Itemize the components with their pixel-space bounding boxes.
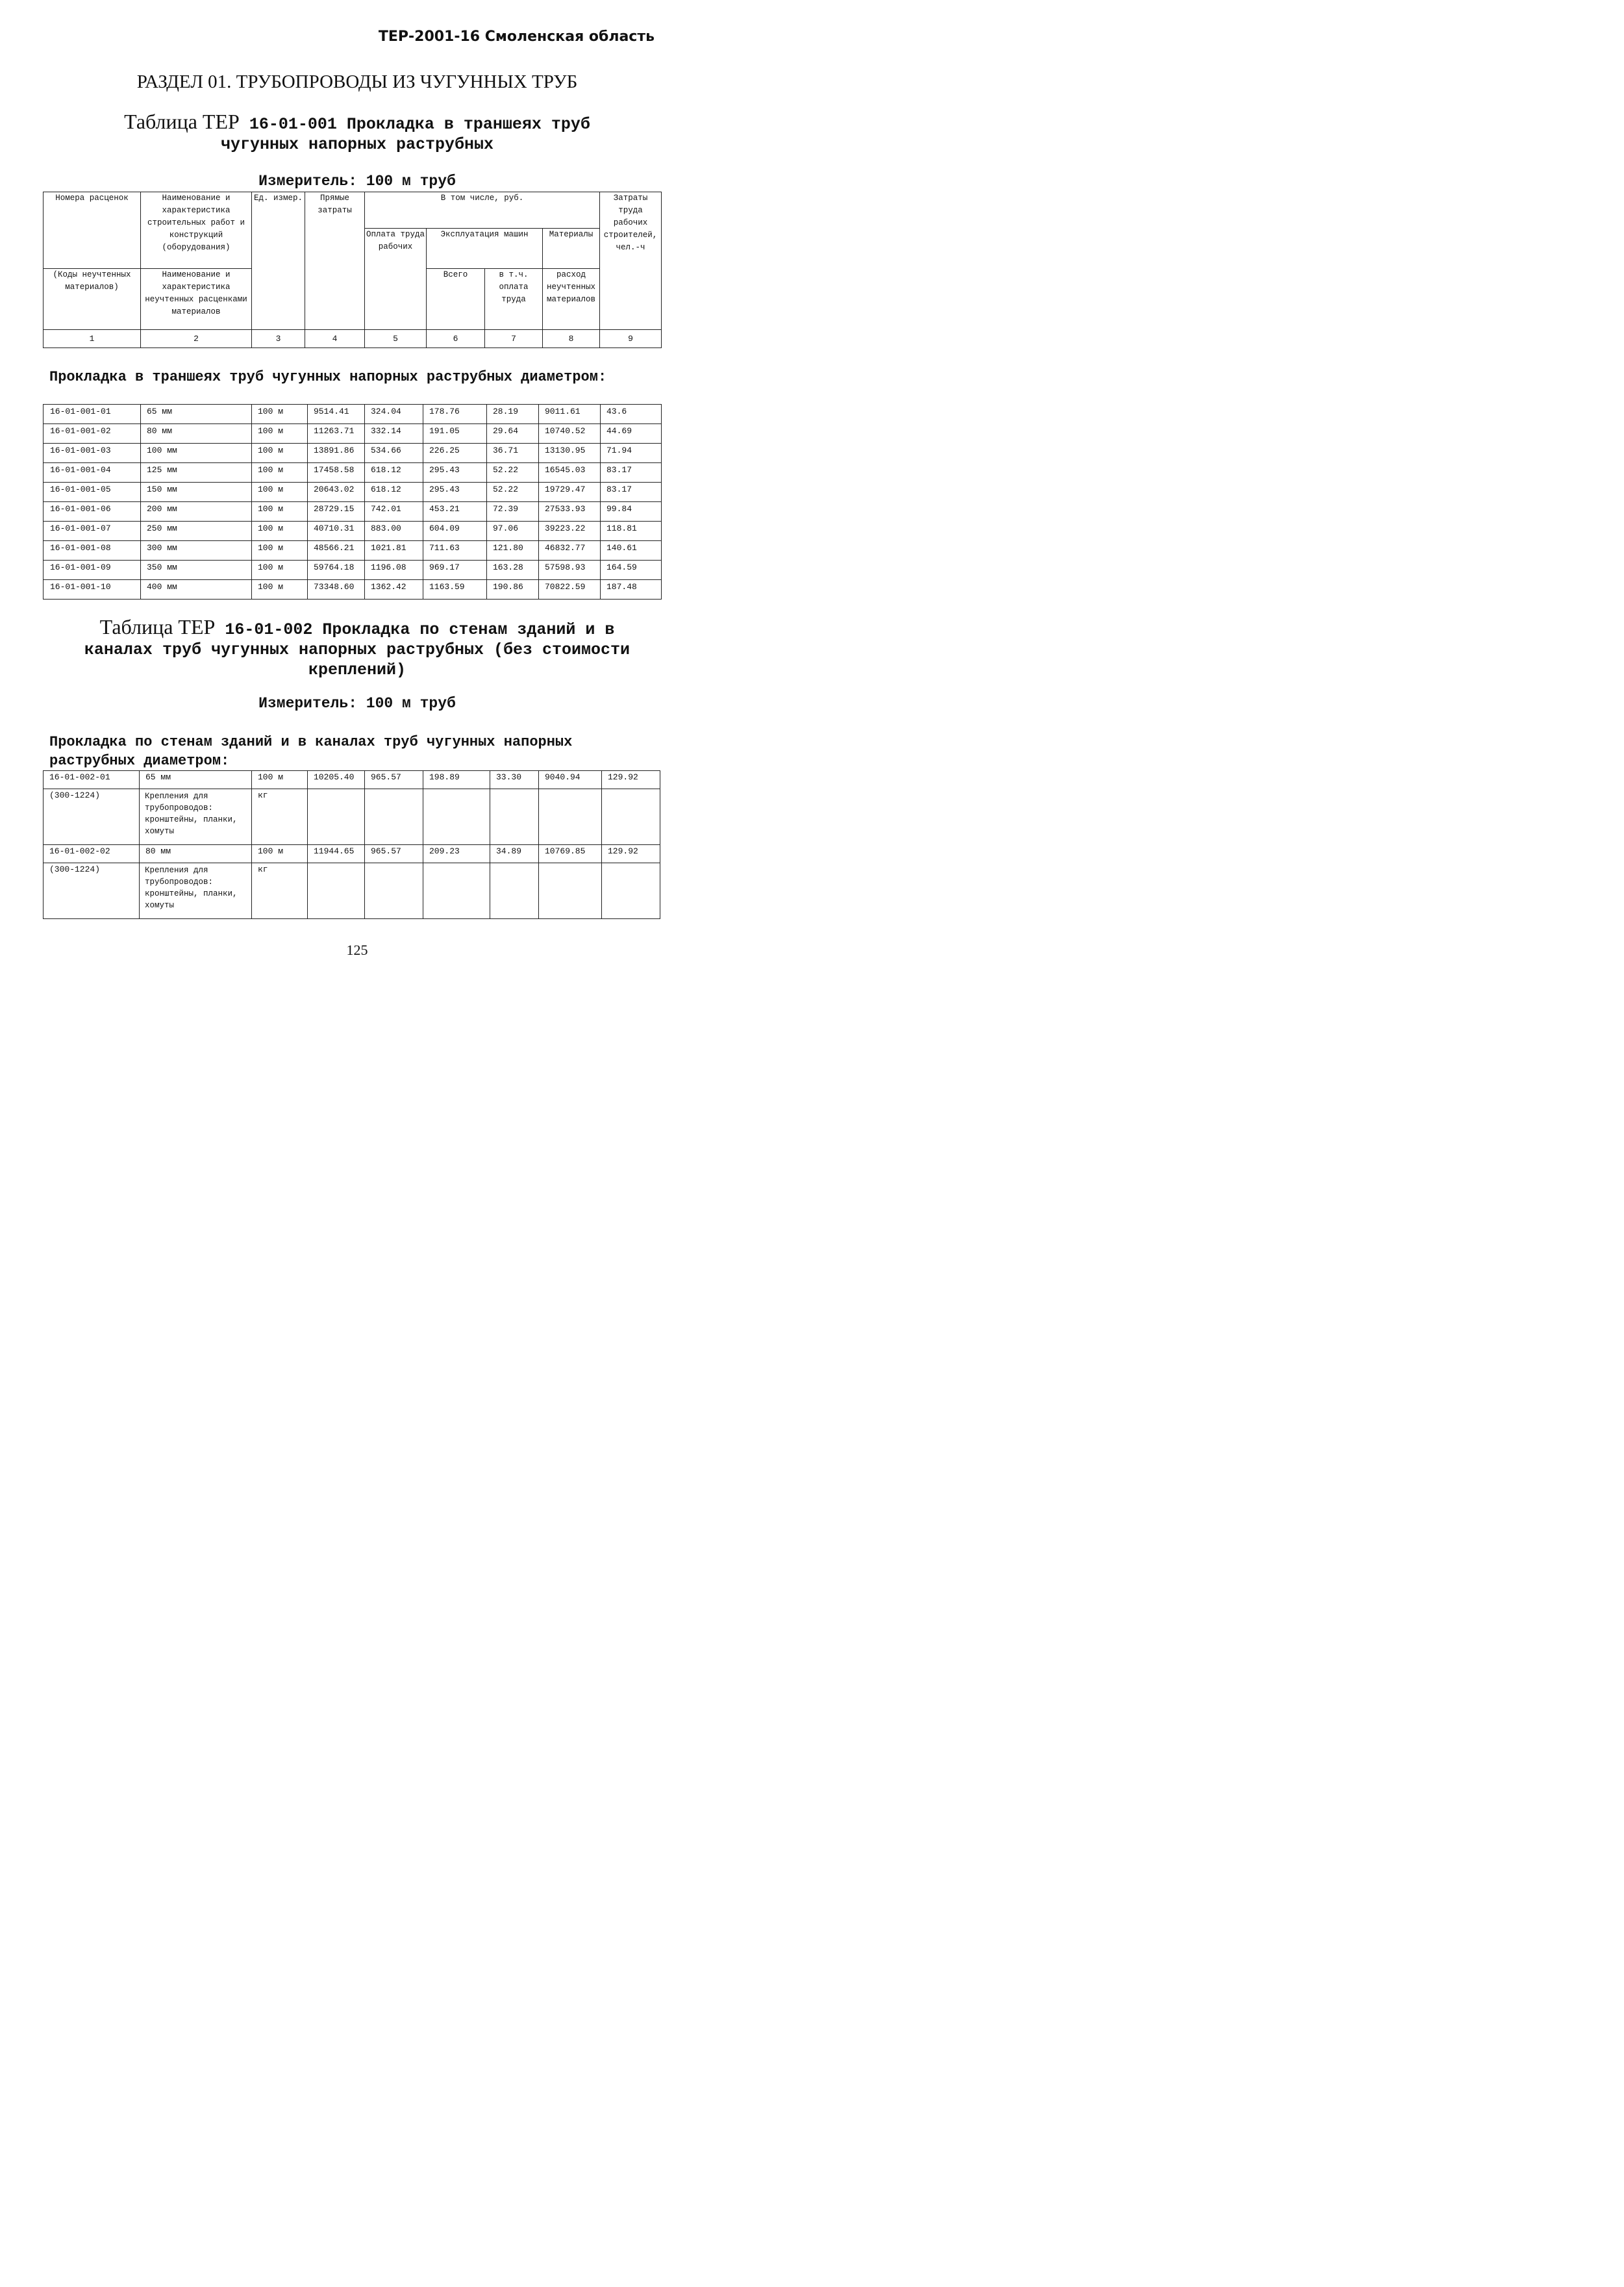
col-header-direct-costs: Прямые затраты	[305, 192, 365, 330]
table1-title	[52, 112, 662, 155]
table-row	[44, 483, 662, 502]
col-header-including: В том числе, руб.	[365, 192, 600, 229]
table1-subhead: Прокладка в траншеях труб чугунных напорных раструбных диаметром:	[49, 369, 607, 385]
table-cell: 150 мм	[141, 483, 252, 502]
table-cell: 100 м	[252, 541, 308, 561]
table-cell	[365, 789, 423, 845]
table-cell: 73348.60	[308, 580, 365, 600]
table-cell: 140.61	[601, 541, 662, 561]
table-row	[44, 541, 662, 561]
table-cell: 13130.95	[539, 444, 601, 463]
table-cell: 43.6	[601, 405, 662, 424]
col-number: 7	[485, 330, 543, 348]
table2-title-lead: Таблица ТЕР	[99, 615, 216, 638]
table-cell: 16-01-001-09	[44, 561, 141, 580]
table1-data	[43, 404, 662, 600]
col-header-material-names: Наименование и характеристика неучтенных расценками материалов	[141, 269, 252, 330]
table-cell: 17458.58	[308, 463, 365, 483]
table-cell	[308, 789, 365, 845]
table-cell: 16-01-001-07	[44, 522, 141, 541]
table2-subhead: Прокладка по стенам зданий и в каналах труб чугунных напорных раструбных диаметром:	[49, 734, 573, 769]
running-title: ТЕР-2001-16 Смоленская область	[378, 29, 655, 45]
table2-title-line1: 16-01-002 Прокладка по стенам зданий и в	[225, 620, 615, 639]
table-cell	[490, 863, 539, 919]
col-header-material-codes: (Коды неучтенных материалов)	[44, 269, 141, 330]
table-cell	[490, 789, 539, 845]
table-cell: 100 м	[252, 502, 308, 522]
section-title: РАЗДЕЛ 01. ТРУБОПРОВОДЫ ИЗ ЧУГУННЫХ ТРУБ	[136, 71, 578, 92]
table-cell: 191.05	[423, 424, 487, 444]
table-cell: 100 м	[252, 405, 308, 424]
table-cell: 100 мм	[141, 444, 252, 463]
table-cell: 29.64	[487, 424, 539, 444]
table-cell: 250 мм	[141, 522, 252, 541]
col-number: 4	[305, 330, 365, 348]
table-cell: 40710.31	[308, 522, 365, 541]
table-cell: 1362.42	[365, 580, 423, 600]
table-cell: 52.22	[487, 483, 539, 502]
table-cell: 604.09	[423, 522, 487, 541]
table-cell: 27533.93	[539, 502, 601, 522]
table2-title-line3: креплений)	[308, 661, 406, 679]
col-number: 6	[427, 330, 485, 348]
table-cell: 99.84	[601, 502, 662, 522]
table-cell: кг	[252, 789, 308, 845]
table-cell: 11263.71	[308, 424, 365, 444]
table-cell: 965.57	[365, 845, 423, 863]
table-cell: 332.14	[365, 424, 423, 444]
table-cell: 200 мм	[141, 502, 252, 522]
table-cell: 16-01-001-10	[44, 580, 141, 600]
table-cell: 10769.85	[539, 845, 602, 863]
table-cell: 969.17	[423, 561, 487, 580]
table2-meter: Измеритель: 100 м труб	[258, 695, 456, 712]
table-cell: 100 м	[252, 444, 308, 463]
table-cell: 118.81	[601, 522, 662, 541]
table-cell: 20643.02	[308, 483, 365, 502]
table-cell	[423, 789, 490, 845]
table-cell: 9011.61	[539, 405, 601, 424]
table2-data	[43, 770, 660, 919]
table-cell: 1163.59	[423, 580, 487, 600]
table-cell: 883.00	[365, 522, 423, 541]
table-cell: 965.57	[365, 771, 423, 789]
col-number: 5	[365, 330, 427, 348]
table-cell: 59764.18	[308, 561, 365, 580]
col-header-machines-total: Всего	[427, 269, 485, 330]
table-cell	[308, 863, 365, 919]
table-cell: 16-01-001-08	[44, 541, 141, 561]
table-cell: 100 м	[252, 845, 308, 863]
table1-title-line2: чугунных напорных раструбных	[220, 135, 494, 154]
table1-title-lead: Таблица ТЕР	[124, 110, 240, 133]
table-cell: 48566.21	[308, 541, 365, 561]
table-cell: 742.01	[365, 502, 423, 522]
col-number: 1	[44, 330, 141, 348]
table-cell: 16-01-002-02	[44, 845, 140, 863]
table-cell: 1021.81	[365, 541, 423, 561]
table-cell: 11944.65	[308, 845, 365, 863]
table-cell: 100 м	[252, 424, 308, 444]
table-cell	[602, 863, 660, 919]
col-number: 8	[543, 330, 600, 348]
table-cell: 80 мм	[140, 845, 252, 863]
table-cell	[365, 863, 423, 919]
col-number: 2	[141, 330, 252, 348]
table-cell: Крепления для трубопроводов: кронштейны, планки, хомуты	[140, 863, 252, 919]
table-cell: 711.63	[423, 541, 487, 561]
table-cell: 100 м	[252, 522, 308, 541]
col-header-name: Наименование и характеристика строительных работ и конструкций (оборудования)	[141, 192, 252, 269]
table-cell: 198.89	[423, 771, 490, 789]
table-row	[44, 502, 662, 522]
table-cell: 100 м	[252, 561, 308, 580]
table-cell: 295.43	[423, 463, 487, 483]
table-cell	[539, 863, 602, 919]
col-header-machines-wages: в т.ч. оплата труда	[485, 269, 543, 330]
column-header-table	[43, 192, 662, 348]
table-cell	[602, 789, 660, 845]
table-row	[44, 561, 662, 580]
table-cell: 36.71	[487, 444, 539, 463]
table-cell: 16-01-001-03	[44, 444, 141, 463]
table-cell: 534.66	[365, 444, 423, 463]
table-cell	[539, 789, 602, 845]
table-cell: 65 мм	[140, 771, 252, 789]
table-row	[44, 405, 662, 424]
table-cell: 83.17	[601, 463, 662, 483]
table-cell: 295.43	[423, 483, 487, 502]
table-cell: 209.23	[423, 845, 490, 863]
table-cell: 52.22	[487, 463, 539, 483]
table-cell: 71.94	[601, 444, 662, 463]
table-cell: 9514.41	[308, 405, 365, 424]
table-cell: 300 мм	[141, 541, 252, 561]
table-cell: 400 мм	[141, 580, 252, 600]
col-number: 9	[600, 330, 662, 348]
table-cell: 16-01-001-06	[44, 502, 141, 522]
table-row	[44, 845, 660, 863]
table-row	[44, 789, 660, 845]
table2-title-line2: каналах труб чугунных напорных раструбных (без стоимости	[84, 640, 631, 659]
table-cell: 16-01-001-01	[44, 405, 141, 424]
table-cell: 163.28	[487, 561, 539, 580]
table-cell: (300-1224)	[44, 863, 140, 919]
table-cell: 10740.52	[539, 424, 601, 444]
table-cell: 618.12	[365, 463, 423, 483]
table-cell: 13891.86	[308, 444, 365, 463]
table-row	[44, 580, 662, 600]
table-row	[44, 424, 662, 444]
table-cell: 164.59	[601, 561, 662, 580]
table-cell: 226.25	[423, 444, 487, 463]
table-cell: 100 м	[252, 483, 308, 502]
table-cell: 83.17	[601, 483, 662, 502]
col-header-materials: Материалы	[543, 229, 600, 269]
table-cell: 16545.03	[539, 463, 601, 483]
table-cell: 28729.15	[308, 502, 365, 522]
table-cell: 324.04	[365, 405, 423, 424]
table-cell: 453.21	[423, 502, 487, 522]
table-row	[44, 863, 660, 919]
table-cell: 100 м	[252, 771, 308, 789]
table-cell: 9040.94	[539, 771, 602, 789]
col-header-wages: Оплата труда рабочих	[365, 229, 427, 330]
table-cell: 121.80	[487, 541, 539, 561]
table-cell: 46832.77	[539, 541, 601, 561]
table-row	[44, 463, 662, 483]
table-cell: 72.39	[487, 502, 539, 522]
table-cell: 10205.40	[308, 771, 365, 789]
table-cell: 80 мм	[141, 424, 252, 444]
table-cell: 97.06	[487, 522, 539, 541]
table-cell: Крепления для трубопроводов: кронштейны, планки, хомуты	[140, 789, 252, 845]
table-cell: кг	[252, 863, 308, 919]
table-cell: 16-01-001-04	[44, 463, 141, 483]
table-cell: 190.86	[487, 580, 539, 600]
table2-title	[39, 617, 675, 680]
table1-title-line1: 16-01-001 Прокладка в траншеях труб	[249, 115, 590, 134]
col-header-unit: Ед. измер.	[252, 192, 305, 330]
table-cell: 44.69	[601, 424, 662, 444]
col-header-material-usage: расход неучтенных материалов	[543, 269, 600, 330]
table-cell: 350 мм	[141, 561, 252, 580]
table-cell: 125 мм	[141, 463, 252, 483]
table-cell: 16-01-002-01	[44, 771, 140, 789]
table-cell	[423, 863, 490, 919]
page-number: 125	[346, 942, 368, 958]
table-cell: 178.76	[423, 405, 487, 424]
table-cell: 187.48	[601, 580, 662, 600]
table-row	[44, 522, 662, 541]
table1-meter: Измеритель: 100 м труб	[258, 173, 456, 190]
table-cell: 1196.08	[365, 561, 423, 580]
table-cell: 618.12	[365, 483, 423, 502]
table-cell: 70822.59	[539, 580, 601, 600]
table-cell: 34.89	[490, 845, 539, 863]
table-row	[44, 771, 660, 789]
table-cell: 33.30	[490, 771, 539, 789]
table-cell: 28.19	[487, 405, 539, 424]
table-cell: (300-1224)	[44, 789, 140, 845]
table-cell: 16-01-001-02	[44, 424, 141, 444]
table-cell: 129.92	[602, 845, 660, 863]
table-cell: 19729.47	[539, 483, 601, 502]
table-cell: 100 м	[252, 463, 308, 483]
table-cell: 57598.93	[539, 561, 601, 580]
table-cell: 16-01-001-05	[44, 483, 141, 502]
table-cell: 39223.22	[539, 522, 601, 541]
table-cell: 129.92	[602, 771, 660, 789]
table-cell: 65 мм	[141, 405, 252, 424]
col-header-machines: Эксплуатация машин	[427, 229, 543, 269]
table-cell: 100 м	[252, 580, 308, 600]
table-row	[44, 444, 662, 463]
col-number: 3	[252, 330, 305, 348]
col-header-labor: Затраты труда рабочих строителей, чел.-ч	[600, 192, 662, 330]
col-header-codes: Номера расценок	[44, 192, 141, 269]
